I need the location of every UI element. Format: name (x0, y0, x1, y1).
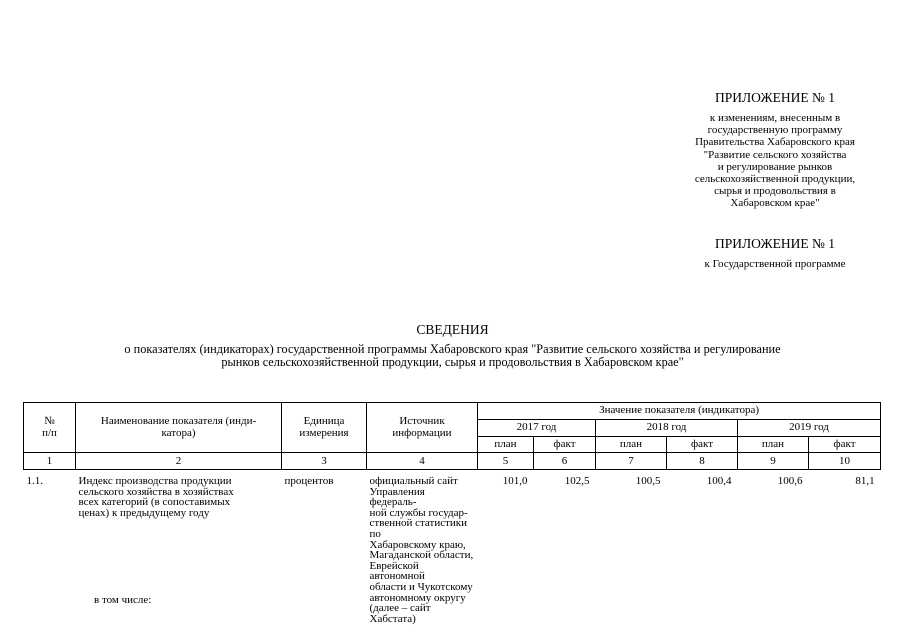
appendix-1-line: государственную программу (707, 124, 843, 137)
table-row (24, 470, 881, 625)
appendix-1-line: сырья и продовольствия в (714, 185, 836, 198)
header-year: 2017 год (478, 420, 596, 437)
header-plan: план (738, 437, 809, 453)
column-number: 7 (596, 453, 667, 470)
appendix-1-line: к изменениям, внесенным в (709, 112, 841, 124)
appendix-1-line: Правительства Хабаровского края (695, 136, 855, 149)
column-number: 6 (534, 453, 596, 470)
header-fact: факт (534, 437, 596, 453)
header-plan: план (478, 437, 534, 453)
row-value-2017-plan: 101,0 (502, 475, 528, 487)
column-number: 1 (24, 453, 76, 470)
header-year: 2018 год (596, 420, 738, 437)
header-year: 2019 год (738, 420, 881, 437)
row-unit: процентов (284, 475, 334, 487)
column-number: 9 (738, 453, 809, 470)
column-number: 2 (76, 453, 282, 470)
row-value-2017-fact: 102,5 (564, 475, 590, 487)
column-number: 4 (367, 453, 478, 470)
appendix-1-line: "Развитие сельского хозяйства (703, 148, 847, 161)
header-plan: план (596, 437, 667, 453)
row-source: официальный сайт Управления федераль- ной службы государ- ственной статистики по Хабаровскому краю, Магаданской области, Еврейской автономной области и Чукотскому автономному округу (далее – сайт Хабстата) (369, 475, 474, 625)
document-subtitle-line-1: о показателях (индикаторах) государственной программы Хабаровского края "Развитие сельского хозяйства и регулирование (124, 342, 781, 356)
appendix-1-block (665, 90, 885, 210)
header-source: Источник информации (367, 403, 478, 453)
appendix-1-line: сельскохозяйственной продукции, (694, 173, 856, 186)
row-value-2019-plan: 100,6 (777, 475, 803, 487)
header-unit: Единица измерения (282, 403, 367, 453)
column-number: 8 (667, 453, 738, 470)
row-value-2018-plan: 100,5 (635, 475, 661, 487)
appendix-2-block (665, 236, 885, 270)
row-num: 1.1. (26, 475, 43, 487)
appendix-2-caption: к Государственной программе (704, 258, 846, 270)
appendix-2-heading: ПРИЛОЖЕНИЕ № 1 (714, 236, 836, 251)
document-title-block (20, 322, 885, 368)
row-indicator-name: Индекс производства продукции сельского хозяйства в хозяйствах всех категорий (в сопоставимых ценах) к предыдущему году (78, 475, 234, 519)
appendix-1-line: и регулирование рынков (717, 160, 833, 173)
column-number: 3 (282, 453, 367, 470)
appendix-1-line: Хабаровском крае" (730, 197, 820, 210)
appendix-1-heading: ПРИЛОЖЕНИЕ № 1 (714, 90, 836, 105)
column-number: 5 (478, 453, 534, 470)
appendix-1-caption (665, 112, 885, 210)
indicators-table (23, 402, 881, 624)
header-fact: факт (809, 437, 881, 453)
row-value-2019-fact: 81,1 (855, 475, 875, 487)
header-value-group: Значение показателя (индикатора) (478, 403, 881, 420)
column-number: 10 (809, 453, 881, 470)
header-num: № п/п (24, 403, 76, 453)
row-value-2018-fact: 100,4 (706, 475, 732, 487)
document-subtitle (20, 343, 885, 368)
document-subtitle-line-2: рынков сельскохозяйственной продукции, сырья и продовольствия в Хабаровском крае" (221, 354, 684, 369)
column-number-row (24, 453, 881, 470)
header-indicator-name: Наименование показателя (инди- катора) (76, 403, 282, 453)
document-title: СВЕДЕНИЯ (416, 322, 489, 337)
including-label: в том числе: (94, 594, 152, 606)
header-fact: факт (667, 437, 738, 453)
